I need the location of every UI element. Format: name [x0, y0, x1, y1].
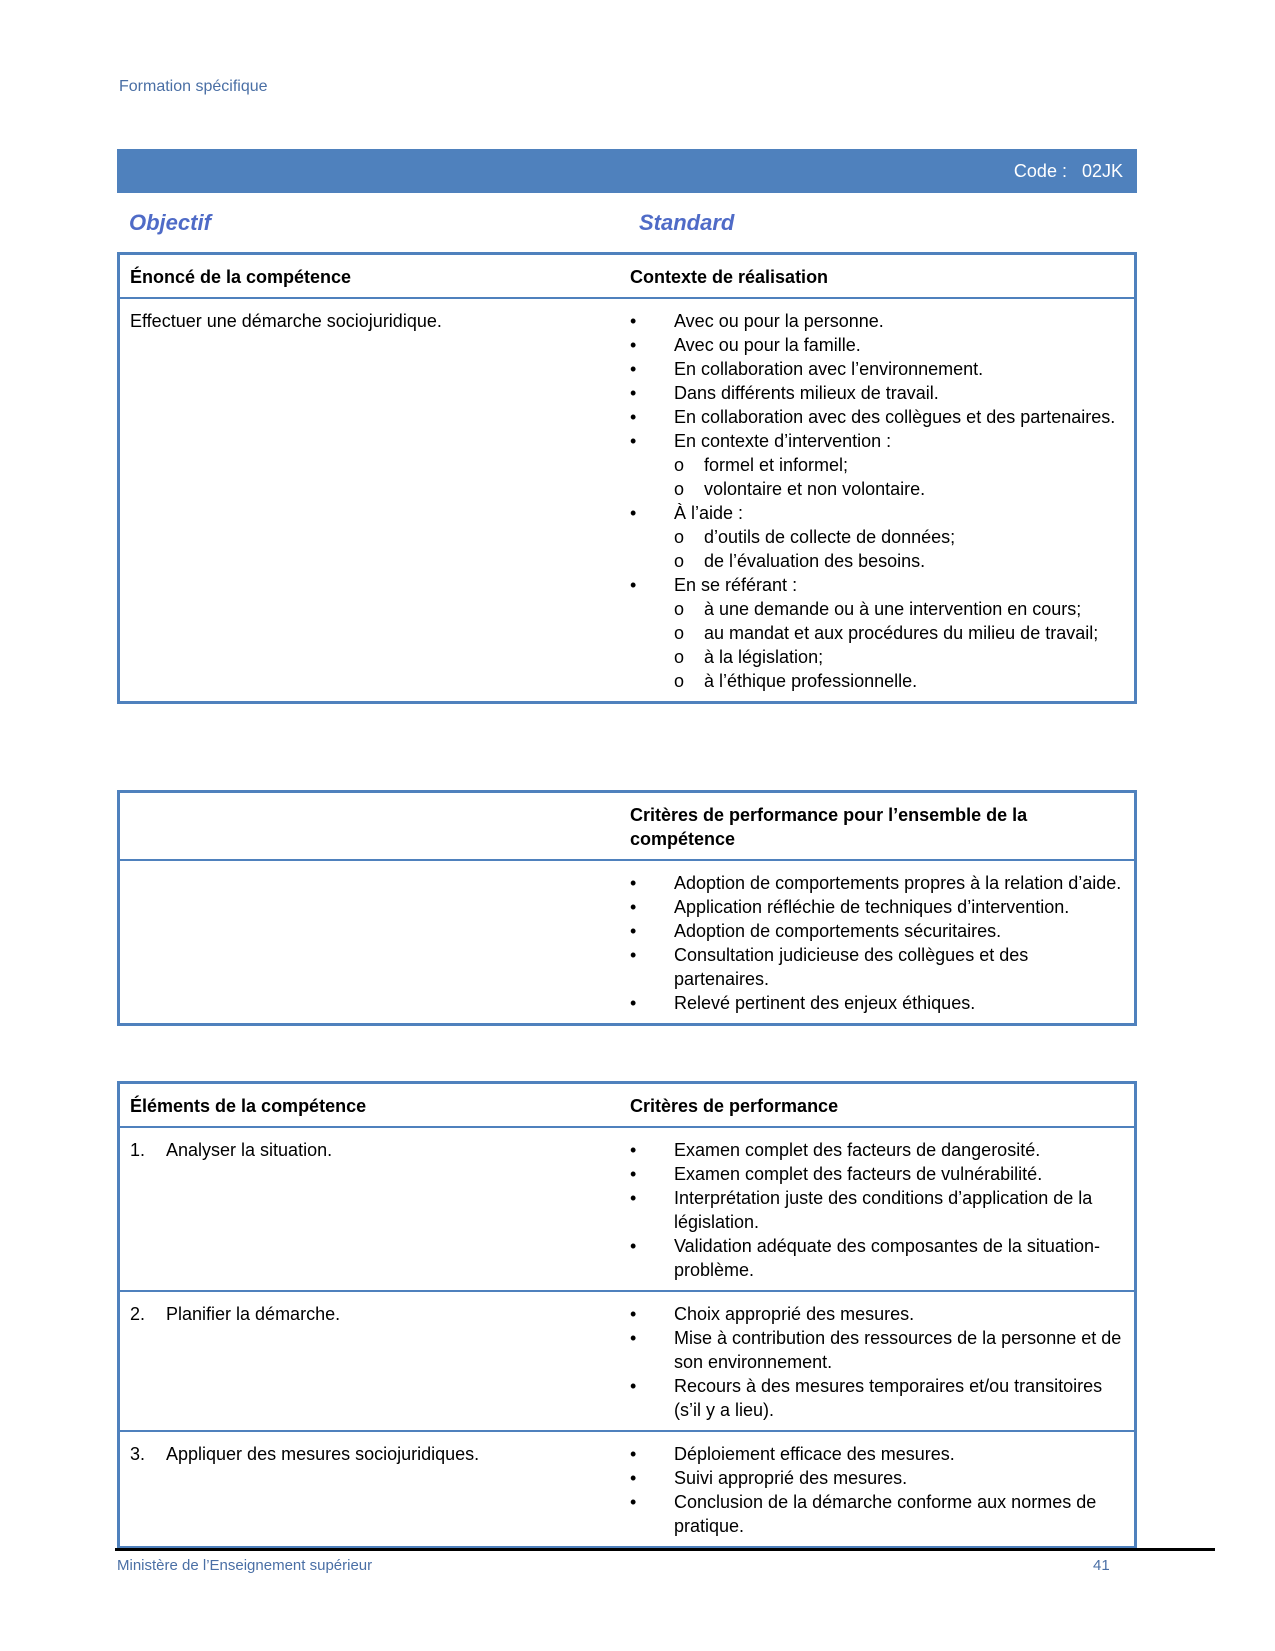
list-item-text: En collaboration avec des collègues et des partenaires.	[674, 407, 1116, 427]
list-item: • Choix approprié des mesures.	[630, 1302, 1124, 1326]
criteres-list	[630, 871, 1124, 1015]
list-item: • Relevé pertinent des enjeux éthiques.	[630, 991, 1124, 1015]
list-item	[630, 429, 1124, 501]
footer-rule	[115, 1548, 1215, 1551]
elements-header: Éléments de la compétence	[130, 1096, 367, 1116]
objectif-heading: Objectif	[129, 210, 211, 235]
criteres-ensemble-table	[117, 790, 1137, 1026]
sub-list-item: o à l’éthique professionnelle.	[674, 669, 1124, 693]
criteres-ensemble-header: Critères de performance pour l’ensemble de la compétence	[630, 805, 1028, 849]
list-item	[630, 501, 1124, 573]
table-row	[120, 1128, 1134, 1292]
list-item: • Recours à des mesures temporaires et/ou transitoires (s’il y a lieu).	[630, 1374, 1124, 1422]
list-item-text: À l’aide :	[674, 503, 744, 523]
table-row	[120, 299, 1134, 701]
sub-list-item: o à une demande ou à une intervention en cours;	[674, 597, 1124, 621]
element-item	[130, 1442, 620, 1466]
element-number: 2.	[130, 1304, 146, 1324]
list-item	[630, 357, 1124, 381]
footer-ministry: Ministère de l’Enseignement supérieur	[117, 1557, 373, 1574]
table-header-row	[120, 1084, 1134, 1128]
list-item: • Mise à contribution des ressources de la personne et de son environnement.	[630, 1326, 1124, 1374]
competence-table	[117, 252, 1137, 704]
sub-list	[674, 597, 1124, 693]
list-item-text: En collaboration avec l’environnement.	[674, 359, 984, 379]
list-item: • Adoption de comportements sécuritaires.	[630, 919, 1124, 943]
list-item	[630, 381, 1124, 405]
list-item-text: Dans différents milieux de travail.	[674, 383, 939, 403]
table-row	[120, 1292, 1134, 1432]
list-item	[630, 405, 1124, 429]
list-item	[630, 333, 1124, 357]
empty-cell	[120, 861, 630, 1023]
list-item-text: Avec ou pour la personne.	[674, 311, 884, 331]
contexte-header: Contexte de réalisation	[630, 267, 829, 287]
code-bar	[117, 149, 1137, 193]
sub-list-item: o à la législation;	[674, 645, 1124, 669]
sub-list	[674, 453, 1124, 501]
page-number: 41	[1093, 1557, 1110, 1574]
empty-cell	[120, 793, 630, 859]
enonce-header: Énoncé de la compétence	[130, 267, 352, 287]
table-header-row	[120, 793, 1134, 861]
sub-list-item: o au mandat et aux procédures du milieu de travail;	[674, 621, 1124, 645]
element-text: Appliquer des mesures sociojuridiques.	[166, 1444, 480, 1464]
list-item: • Application réfléchie de techniques d’intervention.	[630, 895, 1124, 919]
elements-table	[117, 1081, 1137, 1549]
list-item-text: En se référant :	[674, 575, 798, 595]
list-item: • Validation adéquate des composantes de la situation-problème.	[630, 1234, 1124, 1282]
list-item: • Consultation judicieuse des collègues et des partenaires.	[630, 943, 1124, 991]
contexte-list	[630, 309, 1124, 693]
element-item	[130, 1302, 620, 1326]
standard-heading: Standard	[639, 210, 735, 235]
performance-header: Critères de performance	[630, 1096, 839, 1116]
list-item: • Examen complet des facteurs de vulnérabilité.	[630, 1162, 1124, 1186]
table-row	[120, 861, 1134, 1023]
list-item	[630, 573, 1124, 693]
list-item	[630, 309, 1124, 333]
list-item-text: Avec ou pour la famille.	[674, 335, 861, 355]
element-number: 3.	[130, 1444, 146, 1464]
list-item: • Conclusion de la démarche conforme aux normes de pratique.	[630, 1490, 1124, 1538]
sub-list-item: o de l’évaluation des besoins.	[674, 549, 1124, 573]
list-item: • Interprétation juste des conditions d’application de la législation.	[630, 1186, 1124, 1234]
sub-list-item: o volontaire et non volontaire.	[674, 477, 1124, 501]
sub-list-item: o d’outils de collecte de données;	[674, 525, 1124, 549]
table-header-row	[120, 255, 1134, 299]
list-item: • Déploiement efficace des mesures.	[630, 1442, 1124, 1466]
list-item: • Adoption de comportements propres à la relation d’aide.	[630, 871, 1124, 895]
element-number: 1.	[130, 1140, 146, 1160]
table-row	[120, 1432, 1134, 1546]
section-headings	[117, 210, 1137, 238]
list-item-text: En contexte d’intervention :	[674, 431, 892, 451]
sub-list-item: o formel et informel;	[674, 453, 1124, 477]
criteres-list	[630, 1138, 1124, 1282]
list-item: • Examen complet des facteurs de dangerosité.	[630, 1138, 1124, 1162]
criteres-list	[630, 1302, 1124, 1422]
code-label: Code : 02JK	[1013, 161, 1123, 181]
sub-list	[674, 525, 1124, 573]
element-item	[130, 1138, 620, 1162]
enonce-text: Effectuer une démarche sociojuridique.	[130, 311, 442, 331]
element-text: Analyser la situation.	[166, 1140, 333, 1160]
running-header: Formation spécifique	[119, 78, 268, 95]
list-item: • Suivi approprié des mesures.	[630, 1466, 1124, 1490]
element-text: Planifier la démarche.	[166, 1304, 341, 1324]
criteres-list	[630, 1442, 1124, 1538]
